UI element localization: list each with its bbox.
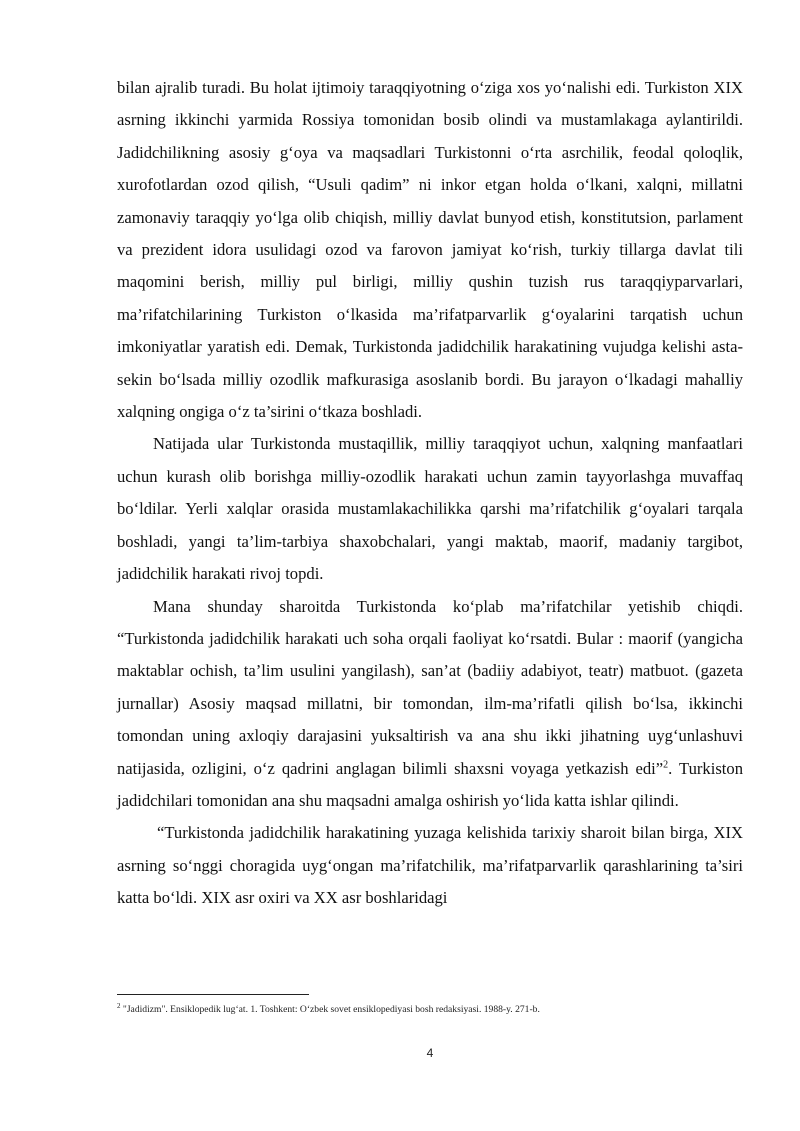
paragraph-4: “Turkistonda jadidchilik harakatining yuzaga kelishida tarixiy sharoit bilan birga, XIX asrning so‘nggi choragida uyg‘ongan ma’rifatchilik, ma’rifatparvarlik qarashlarining ta’siri katta bo‘ldi. XIX asr oxiri va XX asr boshlaridagi	[117, 823, 743, 908]
paragraph-3-text: Mana shunday sharoitda Turkistonda ko‘plab ma’rifatchilar yetishib chiqdi. “Turkistonda jadidchilik harakati uch soha orqali faoliyat ko‘rsatdi. Bular : maorif (yangicha maktablar ochish, ta’lim usulini yangilash), san’at (badiiy adabiyot, teatr) matbuot. (gazeta jurnallar) Asosiy maqsad millatni, bir tomondan, ilm-ma’rifatli qilish bo‘lsa, ikkinchi tomondan uning axloqiy darajasini yuksaltirish va ana shu ikki jihatning uyg‘unlashuvi natijasida, ozligini, o‘z qadrini anglagan bilimli shaxsni voyaga yetkazish edi”	[117, 596, 743, 778]
body-text	[117, 72, 743, 915]
footnote-divider	[117, 994, 309, 995]
paragraph-3-text-after: . Turkiston jadidchilari tomonidan ana shu maqsadni amalga oshirish yo‘lida katta ishlar qilindi.	[117, 758, 743, 810]
page-number: 4	[426, 1046, 434, 1060]
footnote-reference[interactable]: 2	[663, 759, 669, 770]
footnote-number: 2	[117, 1001, 121, 1010]
footnote	[117, 1003, 743, 1017]
paragraph-3	[117, 591, 743, 818]
footnote-text: "Jadidizm". Ensiklopedik lug‘at. 1. Toshkent: O‘zbek sovet ensiklopediyasi bosh redaksiyasi. 1988-y. 271-b.	[122, 1004, 540, 1015]
paragraph-2: Natijada ular Turkistonda mustaqillik, milliy taraqqiyot uchun, xalqning manfaatlari uchun kurash olib borishga milliy-ozodlik harakati uchun zamin tayyorlashga muvaffaq bo‘ldilar. Yerli xalqlar orasida mustamlakachilikka qarshi ma’rifatchilik g‘oyalari tarqala boshladi, yangi ta’lim-tarbiya shaxobchalari, yangi maktab, maorif, madaniy targibot, jadidchilik harakati rivoj topdi.	[117, 434, 743, 584]
paragraph-1: bilan ajralib turadi. Bu holat ijtimoiy taraqqiyotning o‘ziga xos yo‘nalishi edi. Turkiston XIX asrning ikkinchi yarmida Rossiya tomonidan bosib olindi va mustamlakaga aylantirildi. Jadidchilikning asosiy g‘oya va maqsadlari Turkistonni o‘rta asrchilik, feodal qoloqlik, xurofotlardan ozod qilish, “Usuli qadim” ni inkor etgan holda o‘lkani, xalqni, millatni zamonaviy taraqqiy yo‘lga olib chiqish, milliy davlat bunyod etish, konstitutsion, parlament va prezident idora usulidagi ozod va farovon jamiyat ko‘rish, turkiy tillarga davlat tili maqomini berish, milliy pul birligi, milliy qushin tuzish rus taraqqiyparvarlari, ma’rifatchilarining Turkiston o‘lkasida ma’rifatparvarlik g‘oyalarini tarqatish uchun imkoniyatlar yaratish edi. Demak, Turkistonda jadidchilik harakatining vujudga kelishi asta-sekin bo‘lsada milliy ozodlik mafkurasiga asoslanib bordi. Bu jarayon o‘lkadagi mahalliy xalqning ongiga o‘z ta’sirini o‘tkaza boshladi.	[117, 78, 743, 422]
